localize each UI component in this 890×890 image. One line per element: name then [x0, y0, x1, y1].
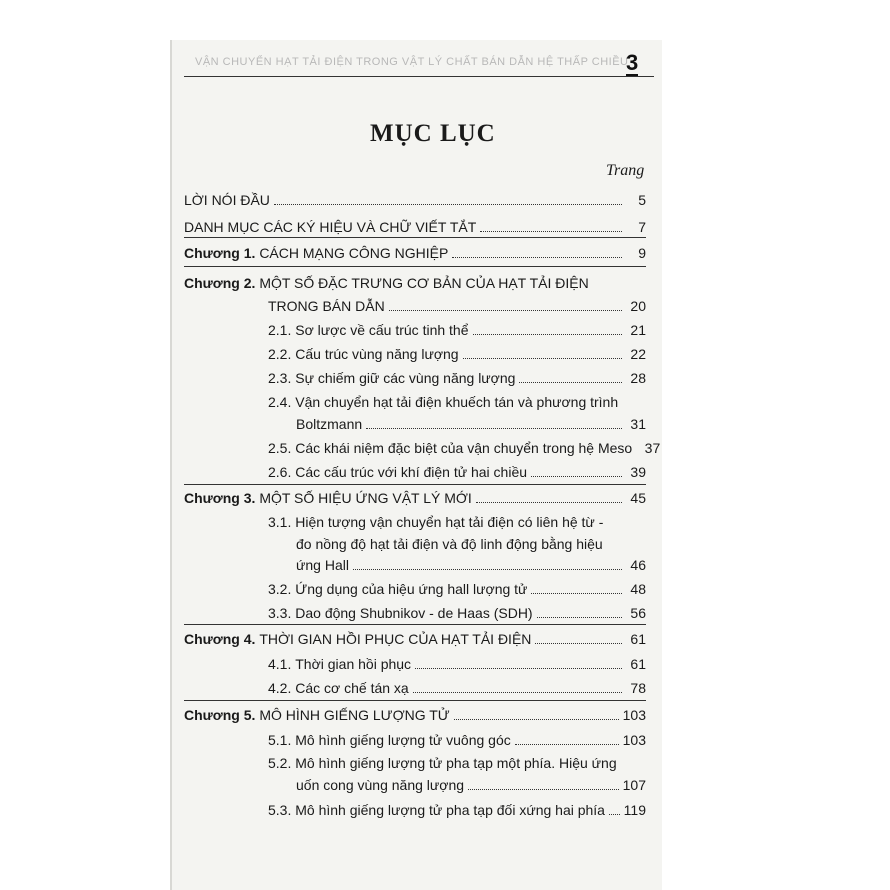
entry-title: MỘT SỐ HIỆU ỨNG VẬT LÝ MỚI — [259, 490, 472, 506]
toc-section-2-4-line1[interactable] — [268, 393, 618, 411]
entry-page: 5 — [638, 192, 646, 208]
section-rule — [184, 624, 646, 625]
chapter-prefix: Chương 2. — [184, 275, 256, 291]
header-rule — [184, 76, 654, 77]
leader-dots — [537, 616, 622, 618]
toc-section-5-2[interactable] — [296, 776, 646, 794]
toc-title: MỤC LỤC — [370, 120, 496, 147]
section-number: 4.1. — [268, 656, 292, 672]
toc-section-5-1[interactable] — [268, 731, 646, 749]
entry-title-line1: Hiện tượng vận chuyển hạt tải điện có liên hệ từ - — [295, 514, 604, 530]
entry-title: Các cơ chế tán xạ — [295, 680, 409, 696]
page-number: 3 — [626, 50, 639, 75]
toc-section-2-4[interactable] — [296, 415, 646, 433]
entry-page: 119 — [623, 802, 646, 818]
section-number: 5.3. — [268, 802, 292, 818]
chapter-prefix: Chương 3. — [184, 490, 256, 506]
section-number: 2.6. — [268, 464, 292, 480]
toc-section-4-2[interactable] — [268, 679, 646, 697]
entry-title: CÁCH MẠNG CÔNG NGHIỆP — [259, 245, 449, 261]
entry-title: Các cấu trúc với khí điện tử hai chiều — [295, 464, 528, 480]
section-number: 2.5. — [268, 440, 292, 456]
toc-entry[interactable] — [184, 218, 646, 236]
leader-dots — [452, 256, 622, 258]
toc-section-2-3[interactable] — [268, 369, 646, 387]
entry-title: Cấu trúc vùng năng lượng — [295, 346, 459, 362]
entry-page: 7 — [638, 219, 646, 235]
toc-section-3-1-line2 — [296, 535, 603, 553]
toc-section-4-1[interactable] — [268, 655, 646, 673]
entry-page: 46 — [630, 557, 646, 573]
entry-page: 48 — [630, 581, 646, 597]
toc-section-5-2-line1[interactable] — [268, 754, 617, 772]
leader-dots — [473, 333, 623, 335]
section-number: 2.1. — [268, 322, 292, 338]
entry-title-line2: đo nồng độ hạt tải điện và độ linh động bằng hiệu — [296, 536, 603, 552]
toc-section-2-6[interactable] — [268, 463, 646, 481]
toc-section-2-2[interactable] — [268, 345, 646, 363]
entry-page: 28 — [630, 370, 646, 386]
entry-title: LỜI NÓI ĐẦU — [184, 192, 270, 208]
entry-page: 78 — [630, 680, 646, 696]
chapter-prefix: Chương 5. — [184, 707, 256, 723]
toc-chapter-5[interactable] — [184, 706, 646, 724]
entry-page: 21 — [630, 322, 646, 338]
section-number: 2.3. — [268, 370, 292, 386]
leader-dots — [413, 691, 622, 693]
entry-page: 56 — [630, 605, 646, 621]
page-edge — [170, 40, 172, 890]
toc-section-3-3[interactable] — [268, 604, 646, 622]
chapter-prefix: Chương 1. — [184, 245, 256, 261]
entry-page: 103 — [622, 732, 646, 748]
leader-dots — [353, 568, 622, 570]
toc-section-3-1-line1[interactable] — [268, 513, 603, 531]
toc-entry[interactable] — [184, 191, 646, 209]
entry-title-line1: Vận chuyển hạt tải điện khuếch tán và phương trình — [295, 394, 619, 410]
section-rule — [184, 266, 646, 267]
entry-title: Các khái niệm đặc biệt của vận chuyển trong hệ Meso — [295, 440, 633, 456]
entry-page: 103 — [622, 707, 646, 723]
section-number: 5.1. — [268, 732, 292, 748]
section-number: 2.4. — [268, 394, 292, 410]
entry-title: Boltzmann — [296, 416, 363, 432]
leader-dots — [463, 357, 622, 359]
entry-title: Sự chiếm giữ các vùng năng lượng — [295, 370, 516, 386]
toc-chapter-2-line1[interactable] — [184, 274, 589, 292]
toc-chapter-3[interactable] — [184, 489, 646, 507]
section-number: 3.2. — [268, 581, 292, 597]
entry-title: Mô hình giếng lượng tử vuông góc — [295, 732, 511, 748]
chapter-prefix: Chương 4. — [184, 631, 256, 647]
section-rule — [184, 237, 646, 238]
entry-page: 20 — [630, 298, 646, 314]
entry-page: 61 — [630, 656, 646, 672]
leader-dots — [476, 501, 622, 503]
entry-title: DANH MỤC CÁC KÝ HIỆU VÀ CHỮ VIẾT TẮT — [184, 219, 477, 235]
leader-dots — [480, 230, 622, 232]
entry-title: Mô hình giếng lượng tử pha tạp đối xứng hai phía — [295, 802, 605, 818]
entry-title: MÔ HÌNH GIẾNG LƯỢNG TỬ — [259, 707, 450, 723]
page-column-label: Trang — [606, 162, 645, 179]
leader-dots — [468, 788, 619, 790]
section-number: 5.2. — [268, 755, 292, 771]
leader-dots — [535, 642, 622, 644]
toc-section-2-1[interactable] — [268, 321, 646, 339]
section-number: 4.2. — [268, 680, 292, 696]
entry-title: Thời gian hồi phục — [295, 656, 412, 672]
entry-page: 45 — [630, 490, 646, 506]
entry-page: 39 — [630, 464, 646, 480]
entry-title: Ứng dụng của hiệu ứng hall lượng tử — [295, 581, 528, 597]
entry-title: Dao động Shubnikov - de Haas (SDH) — [295, 605, 533, 621]
leader-dots — [531, 592, 622, 594]
entry-page: 107 — [622, 777, 646, 793]
entry-page: 22 — [630, 346, 646, 362]
entry-title-line1: MỘT SỐ ĐẶC TRƯNG CƠ BẢN CỦA HẠT TẢI ĐIỆN — [259, 275, 589, 291]
entry-page: 37 — [644, 440, 661, 456]
leader-dots — [415, 667, 622, 669]
toc-section-3-2[interactable] — [268, 580, 646, 598]
toc-chapter-4[interactable] — [184, 630, 646, 648]
entry-title: Sơ lược về cấu trúc tinh thể — [295, 322, 469, 338]
leader-dots — [389, 309, 622, 311]
entry-title: THỜI GIAN HỒI PHỤC CỦA HẠT TẢI ĐIỆN — [259, 631, 532, 647]
toc-section-5-3[interactable] — [268, 801, 646, 819]
toc-section-2-5[interactable] — [268, 439, 661, 457]
entry-title: uốn cong vùng năng lượng — [296, 777, 465, 793]
entry-page: 61 — [630, 631, 646, 647]
section-rule — [184, 484, 646, 485]
section-rule — [184, 700, 646, 701]
leader-dots — [274, 203, 622, 205]
section-number: 3.3. — [268, 605, 292, 621]
leader-dots — [531, 475, 622, 477]
entry-title-line1: Mô hình giếng lượng tử pha tạp một phía. Hiệu ứng — [295, 755, 617, 771]
leader-dots — [519, 381, 622, 383]
leader-dots — [366, 427, 622, 429]
section-number: 3.1. — [268, 514, 292, 530]
toc-chapter-2[interactable] — [268, 297, 646, 315]
toc-chapter-1[interactable] — [184, 244, 646, 262]
entry-title: ứng Hall — [296, 557, 349, 573]
toc-section-3-1[interactable] — [296, 556, 646, 574]
running-header: VẬN CHUYỂN HẠT TẢI ĐIỆN TRONG VẬT LÝ CHẤT BÁN DẪN HỆ THẤP CHIỀU — [195, 56, 629, 68]
leader-dots — [609, 813, 620, 815]
entry-page: 9 — [638, 245, 646, 261]
leader-dots — [515, 743, 619, 745]
entry-page: 31 — [630, 416, 646, 432]
section-number: 2.2. — [268, 346, 292, 362]
leader-dots — [454, 718, 619, 720]
entry-title: TRONG BÁN DẪN — [268, 298, 385, 314]
